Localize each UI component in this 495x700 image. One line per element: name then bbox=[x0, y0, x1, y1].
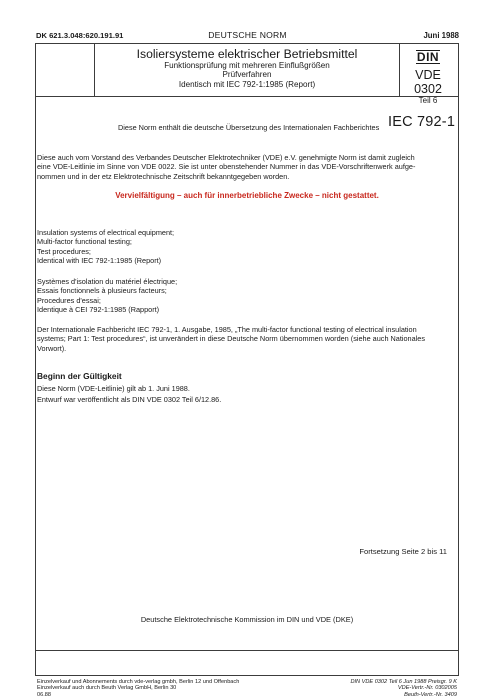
french-title-line: Essais fonctionnels à plusieurs facteurs; bbox=[37, 286, 167, 296]
title-divider-right bbox=[399, 43, 400, 96]
title-subline-1: Funktionsprüfung mit mehreren Einflußgrößen bbox=[164, 61, 330, 70]
title-divider-bottom bbox=[35, 96, 459, 97]
document-frame bbox=[35, 43, 459, 676]
iec-number: IEC 792-1 bbox=[388, 114, 456, 130]
iec-paragraph-line: Der Internationale Fachbericht IEC 792-1, 1. Ausgabe, 1985, „The multi-factor functional testing of electrical insulation bbox=[37, 325, 417, 334]
footer-divider bbox=[35, 650, 459, 651]
din-logo: DIN bbox=[416, 50, 440, 64]
french-title-line: Procedures d'essai; bbox=[37, 295, 101, 305]
title-block bbox=[99, 48, 395, 89]
french-title-line: Identique à CEI 792-1:1985 (Rapport) bbox=[37, 305, 160, 315]
title-subline-2: Prüfverfahren bbox=[222, 70, 272, 80]
title-subline-3: Identisch mit IEC 792-1:1985 (Report) bbox=[178, 79, 316, 89]
validity-heading: Beginn der Gültigkeit bbox=[37, 371, 122, 381]
intro-line: eine VDE-Leitlinie im Sinne von VDE 0022. Sie ist unter obenstehender Nummer in das VDE-Vorschriftenwerk aufge- bbox=[37, 162, 416, 172]
standard-number: VDE 0302 bbox=[414, 68, 442, 96]
iec-paragraph-line: systems; Part 1: Test procedures“, ist unverändert in diese Deutsche Norm übernommen worden (siehe auch Nationales bbox=[37, 334, 426, 344]
classification-code: DK 621.3.048:620.191.91 bbox=[36, 31, 124, 40]
continuation-note: Fortsetzung Seite 2 bis 11 bbox=[359, 547, 447, 556]
iec-adoption-paragraph bbox=[37, 325, 453, 353]
din-logo-block bbox=[404, 48, 452, 105]
issuing-committee: Deutsche Elektrotechnische Kommission im DIN und VDE (DKE) bbox=[140, 615, 354, 624]
english-title-block bbox=[37, 228, 453, 266]
footer-line: 06.88 bbox=[37, 691, 51, 698]
english-title-line: Test procedures; bbox=[37, 246, 91, 256]
validity-line: Entwurf war veröffentlicht als DIN VDE 0302 Teil 6/12.86. bbox=[37, 395, 222, 405]
english-title-line: Insulation systems of electrical equipment; bbox=[37, 228, 175, 237]
footer-order-info bbox=[350, 679, 457, 698]
validity-block bbox=[37, 384, 453, 405]
intro-line: nommen und in der etz Elektrotechnische Zeitschrift bekanntgegeben worden. bbox=[37, 171, 290, 181]
iec-translation-note: Diese Norm enthält die deutsche Übersetzung des Internationalen Fachberichtes bbox=[118, 123, 380, 132]
title-divider-left bbox=[94, 43, 95, 96]
footer-sales-info bbox=[37, 679, 239, 698]
footer-line: VDE-Vertr.-Nr. 0302005 bbox=[397, 685, 457, 692]
iec-paragraph-line: Vorwort). bbox=[37, 343, 67, 353]
english-title-line: Multi-factor functional testing; bbox=[37, 237, 132, 247]
intro-line: Diese auch vom Vorstand des Verbandes Deutscher Elektrotechniker (VDE) e.V. genehmigte Norm ist damit zugleich bbox=[37, 153, 415, 162]
footer-line: Einzelverkauf auch durch Beuth Verlag GmbH, Berlin 30 bbox=[37, 685, 177, 692]
issue-date: Juni 1988 bbox=[423, 31, 459, 40]
part-number: Teil 6 bbox=[418, 96, 438, 105]
footer-line: DIN VDE 0302 Teil 6 Jun 1988 Preisgr. 9 K bbox=[350, 679, 457, 685]
validity-line: Diese Norm (VDE-Leitlinie) gilt ab 1. Juni 1988. bbox=[37, 384, 190, 393]
footer-line: Beuth-Vertr.-Nr. 3409 bbox=[404, 691, 457, 698]
intro-paragraph bbox=[37, 153, 453, 181]
french-title-block bbox=[37, 277, 453, 315]
document-title: Isoliersysteme elektrischer Betriebsmittel bbox=[136, 47, 358, 61]
english-title-line: Identical with IEC 792-1:1985 (Report) bbox=[37, 256, 162, 266]
standard-type: DEUTSCHE NORM bbox=[208, 30, 287, 40]
copy-restriction-notice: Vervielfältigung – auch für innerbetriebliche Zwecke – nicht gestattet. bbox=[115, 191, 379, 200]
french-title-line: Systèmes d'isolation du matériel électrique; bbox=[37, 277, 178, 286]
footer-line: Einzelverkauf und Abonnements durch vde-verlag gmbh, Berlin 12 und Offenbach bbox=[37, 679, 240, 685]
